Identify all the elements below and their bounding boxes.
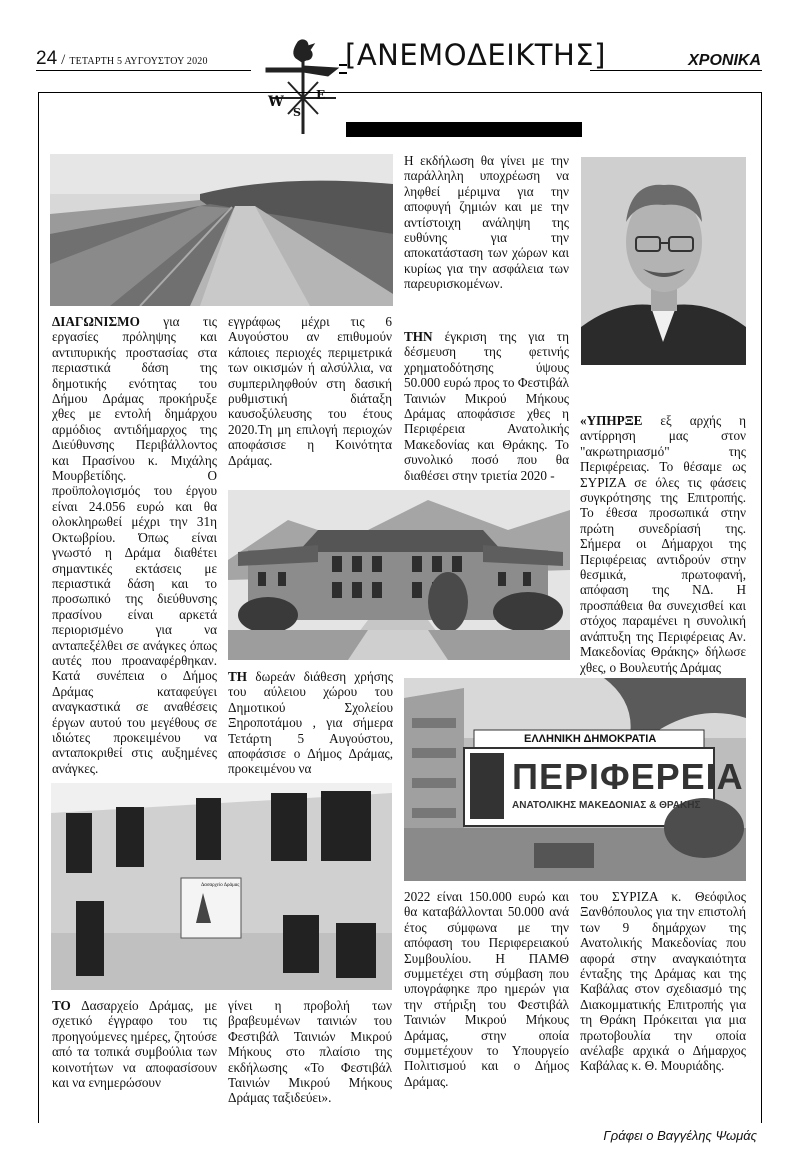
article-5-text: δωρεάν διάθεση χρήσης του αύλειου χώρου του Δημοτικού Σχολείου Ξηροποτάμου , για σήμερα Τετάρτη 5 Αυγούστου, αποφάσισε ο Δήμος Δράμας, προκειμένου να [228,669,393,777]
masthead-title [345,38,606,72]
header-rule-left [36,70,251,71]
article-1-col2 [228,314,392,468]
issue-date: ΤΕΤΑΡΤΗ 5 ΑΥΓΟΥΣΤΟΥ 2020 [69,56,208,67]
weathervane-letter-w: W [268,94,284,110]
article-4-text: εξ αρχής η αντίρρηση μας στον "ακρωτηριασμό" της Περιφέρειας. Το θέσαμε ως ΣΥΡΙΖΑ σε όλες τις φάσεις συγκρότησης της Επιτροπής. Το έθεσα προσωπικά στην πρώτη συνεδρίασή της. Σήμερα οι Δήμαρχοι της Περιφέρειας αντιδρούν στην θεσμικά, πρωτοφανή, απόφαση της ΝΔ. Η προσπάθεια θα συνεχισθεί και στόχος παραμένει η συνολική ανάπτυξη της Περιφέρειας Αν. Μακεδονίας Θράκης» δήλωσε χθες, ο Βουλευτής Δράμας [580,413,746,675]
article-4-col4-bottom [580,889,746,1074]
road-photo [50,154,393,306]
forest-office-photo [51,783,392,990]
article-3-text: έγκριση της για τη δέσμευση της φετινής χρηματοδότησης ύψους 50.000 ευρώ προς το Φεστιβάλ Ταινιών Μικρού Μήκους Δράμας αποφάσισε χθες η Περιφέρεια Ανατολικής Μακεδονίας και Θράκης. Το συνολικό ποσό που θα διαθέσει στην τριετία 2020 - [404,329,569,483]
page-number: 24 [36,48,58,69]
article-5-lead: ΤΗ [228,669,248,684]
title-text: ΑΝΕΜΟΔΕΙΚΤΗΣ [356,38,595,72]
sign-main-text: ΠΕΡΙΦΕΡΕΙΑ [512,756,744,797]
article-3-lead: ΤΗΝ [404,329,433,344]
header-separator: / [61,52,66,68]
title-right-bracket: ] [594,38,606,72]
portrait-photo [581,157,746,365]
black-bar [346,122,582,137]
article-6-col2 [228,998,392,1106]
article-2-col3 [404,153,569,292]
byline: Γράφει ο Βαγγέλης Ψωμάς [603,1128,757,1143]
article-3-col3 [404,329,569,483]
school-building-photo [228,490,570,660]
page-header-left [36,48,208,70]
article-1-lead: ΔΙΑΓΩΝΙΣΜΟ [52,314,140,329]
title-dash-2 [339,72,347,74]
article-6-continued: γίνει η προβολή των βραβευμένων ταινιών του Φεστιβάλ Ταινιών Μικρού Μήκους στο πλαίσιο της εκδήλωσης «Το Φεστιβάλ Ταινιών Μικρού Μήκους Δράμας ταξιδεύει». [228,998,392,1106]
article-4-continued: του ΣΥΡΙΖΑ κ. Θεόφιλος Ξανθόπουλος για την επιστολή των 9 δημάρχων της Ανατολικής Μακεδονίας που αφορά στην αναγκαιότητα ένταξης της Δράμας και της Καβάλας στον σχεδιασμό της Διακομματικής Επιτροπής για τη Θράκη Πρόκειται για μια πρωτοβουλία την οποία ανέλαβε αρχικά ο Δήμαρχος Καβάλας κ. Θ. Μουριάδης. [580,889,746,1074]
article-3-continued: 2022 είναι 150.000 ευρώ και θα καταβάλλονται 50.000 ανά έτος σύμφωνα με την απόφαση του Περιφερειακού Συμβουλίου. Η ΠΑΜΘ συμμετέχει στη σύμβαση που υπογράφηκε προ ημερών για την στήριξη του Φεστιβάλ Ταινιών Μικρού Μήκους Δράμας, στην οποία συμμετέχουν το Υπουργείο Πολιτισμού και ο Δήμος Δράμας. [404,889,569,1089]
weathervane-letter-s: S [293,106,301,119]
title-left-bracket: [ [345,38,357,72]
article-2-text: Η εκδήλωση θα γίνει με την παράλληλη υποχρέωση να ληφθεί μέριμνα για την αποφυγή ζημιών και με την αντίστοιχη ανάληψη της ευθύνης για την αποκατάσταση των χώρων και κυρίως για την ασφάλεια των παρευρισκομένων. [404,153,569,292]
article-1-col1 [52,314,217,776]
article-6-text: Δασαρχείο Δράμας, με σχετικό έγγραφο του τις προηγούμενες ημέρες, ζητούσε από τα τοπικά συμβούλια των κοινοτήτων να αποφασίσουν και να ενημερώσουν [52,998,217,1091]
header-rule-right [590,70,762,71]
article-3-col3-bottom [404,889,569,1089]
forest-office-plaque-text: Δασαρχείο Δράμας [201,883,240,888]
article-6-lead: ΤΟ [52,998,71,1013]
article-6-col1 [52,998,217,1090]
sign-sub-text: ΑΝΑΤΟΛΙΚΗΣ ΜΑΚΕΔΟΝΙΑΣ & ΘΡΑΚΗΣ [512,800,701,811]
weathervane-letter-e: E [316,88,326,102]
article-1-text: για τις εργασίες πρόληψης και αντιπυρικής προστασίας στα περιαστικά δάση της δημοτικής ενότητας του Δήμου Δράμας προκήρυξε χθες με εντολή δημάρχου αρμόδιος αντιδήμαρχος της Διεύθυνσης Περιβάλλοντος και Πρασίνου κ. Μιχάλης Μουρβετίδης. Ο προϋπολογισμός του έργου είναι 24.056 ευρώ και θα ολοκληρωθεί μέχρι την 31η Οκτωβρίου. Όπως είναι γνωστό η Δράμα διαθέτει σημαντικές εκτάσεις με περιαστικά δάση και το προσωπικό της διεύθυνσης πρασίνου είναι αρκετά περιορισμένο για να ανταπεξέλθει σε ανάγκες όπως αυτές που προαναφέρθηκαν. Κατά συνέπεια ο Δήμος Δράμας καταφεύγει αναγκαστικά σε αναθέσεις έργων αυτού του μεγέθους σε ιδιώτες προκειμένου να ανταποκριθεί στις αυξημένες ανάγκες. [52,314,217,776]
article-5-col [228,669,393,777]
sign-top-text: ΕΛΛΗΝΙΚΗ ΔΗΜΟΚΡΑΤΙΑ [524,733,657,745]
region-sign-photo [404,678,746,881]
section-label: ΧΡΟΝΙΚΑ [688,52,761,69]
article-1-continued: εγγράφως μέχρι τις 6 Αυγούστου αν επιθυμούν κάποιες περιοχές περιμετρικά των οικισμών ή αλσύλλια, να συμπεριληφθούν στη δασική ρυθμιστική διάταξη καυσοξύλευσης του έτους 2020.Τη μη επιλογή περιοχών αποφάσισε η Κοινότητα Δράμας. [228,314,392,468]
article-4-col4 [580,413,746,675]
article-4-lead: «ΥΠΗΡΞΕ [580,413,643,428]
